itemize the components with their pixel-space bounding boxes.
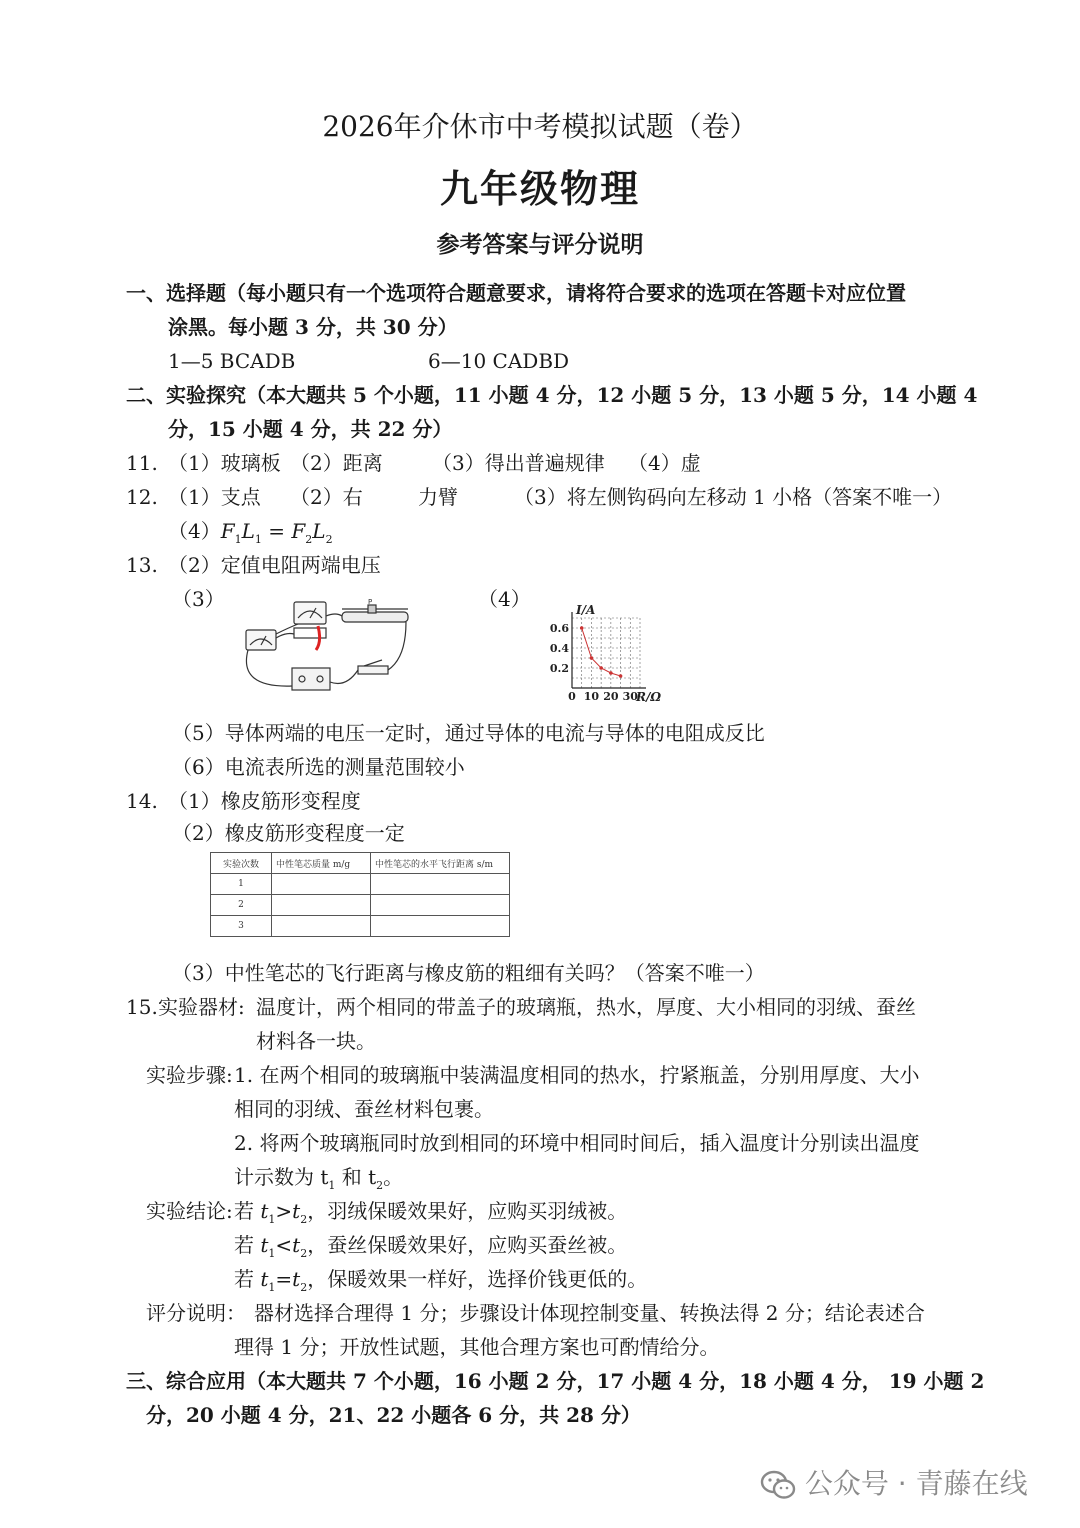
subscript: 1 (268, 1281, 276, 1294)
formula-f2: F (291, 519, 306, 543)
table-cell (272, 874, 371, 895)
q12-answer-3: （3）将左侧钩码向左移动 1 小格（答案不唯一） (514, 485, 953, 509)
power-supply (292, 668, 330, 690)
mc-answers-6-10: 6—10 CADBD (428, 349, 570, 373)
table-row (211, 874, 510, 895)
table-header-row (211, 853, 510, 874)
formula-l2: L (312, 519, 326, 543)
mc-answers-1-5: 1—5 BCADB (168, 349, 296, 373)
wire (388, 622, 406, 670)
var-t: t (260, 1267, 269, 1291)
q13-number: 13. (126, 553, 158, 577)
q15-step1-line2: 相同的羽绒、蚕丝材料包裹。 (234, 1097, 494, 1121)
subscript: 1 (268, 1213, 276, 1226)
i-r-chart (540, 602, 680, 706)
table-cell (272, 916, 371, 937)
conclusion-text: ，保暖效果一样好，选择价钱更低的。 (307, 1267, 648, 1291)
q15-steps-label: 实验步骤: (146, 1063, 233, 1087)
formula-f1: F (220, 519, 235, 543)
table-cell: 1 (211, 874, 272, 895)
exam-title: 2026年介休市中考模拟试题（卷） (322, 110, 758, 143)
subscript: 2 (300, 1247, 308, 1260)
section2-heading-line2: 分，15 小题 4 分，共 22 分） (168, 417, 453, 441)
table-cell: 3 (211, 916, 272, 937)
q15-score-line2: 理得 1 分；开放性试题，其他合理方案也可酌情给分。 (234, 1335, 720, 1359)
q13-answer-3-label: （3） (172, 587, 225, 611)
operator: < (275, 1233, 293, 1257)
q14-answer-2: （2）橡皮筋形变程度一定 (172, 821, 405, 845)
section1-heading-line1: 一、选择题（每小题只有一个选项符合题意要求，请将符合要求的选项在答题卡对应位置 (126, 281, 906, 305)
record-table (210, 852, 510, 937)
formula-sub: 2 (325, 533, 333, 546)
table-cell (371, 916, 510, 937)
var-t: t (260, 1233, 269, 1257)
chart-x-ticks (568, 690, 638, 703)
q15-equip-label: 实验器材: (158, 995, 245, 1019)
q15-step2-line1: 2. 将两个玻璃瓶同时放到相同的环境中相同时间后，插入温度计分别读出温度 (234, 1131, 920, 1155)
subject-title: 九年级物理 (439, 166, 640, 211)
table-cell (371, 874, 510, 895)
conclusion-text: 若 (234, 1199, 261, 1223)
chart-y-label: I/A (576, 603, 596, 617)
q15-equip-line1: 温度计，两个相同的带盖子的玻璃瓶，热水，厚度、大小相同的羽绒、蚕丝 (256, 995, 916, 1019)
x-tick-label: 20 (603, 690, 619, 703)
chart-x-label: R/Ω (636, 690, 662, 704)
q13-answer-4-label: （4） (478, 587, 531, 611)
y-tick-label: 0.6 (549, 622, 569, 635)
wire (276, 634, 294, 639)
table-header-cell: 实验次数 (211, 853, 272, 874)
formula-sub: 2 (305, 533, 313, 546)
q11-number: 11. (126, 451, 158, 475)
data-point (580, 626, 584, 630)
formula-sub: 1 (254, 533, 262, 546)
watermark-text: 公众号 · 青藤在线 (804, 1467, 1028, 1500)
q11-answer-3: （3）得出普遍规律 (432, 451, 605, 475)
var-t: t (292, 1233, 301, 1257)
q12-answer-2b: 力臂 (418, 485, 458, 509)
table-cell (371, 895, 510, 916)
subscript: 2 (300, 1213, 308, 1226)
section3-heading-line1: 三、综合应用（本大题共 7 个小题，16 小题 2 分，17 小题 4 分，18 小题 4 分， 19 小题 2 (126, 1369, 985, 1393)
q14-number: 14. (126, 789, 158, 813)
data-point (599, 666, 603, 670)
conclusion-text: 若 (234, 1233, 261, 1257)
ammeter-body (246, 630, 276, 650)
table-header-cell: 中性笔芯质量 m/g (272, 853, 371, 874)
table-row (211, 916, 510, 937)
x-tick-label: 0 (568, 690, 576, 703)
switch-lever (364, 660, 382, 666)
data-point (619, 674, 623, 678)
y-tick-label: 0.2 (549, 662, 569, 675)
reference-title: 参考答案与评分说明 (436, 231, 644, 258)
data-point (609, 671, 613, 675)
section3-heading-line2: 分，20 小题 4 分，21、22 小题各 6 分，共 28 分） (146, 1403, 641, 1427)
wire (246, 650, 292, 686)
step2-text: 计示数为 t (234, 1165, 329, 1189)
conclusion-text: ，蚕丝保暖效果好，应购买蚕丝被。 (307, 1233, 628, 1257)
x-tick-label: 30 (622, 690, 638, 703)
circuit-diagram (236, 598, 416, 702)
wire (330, 670, 358, 684)
q12-a4-label: （4） (168, 519, 221, 543)
resistor-board (294, 628, 326, 638)
q13-answer-6: （6）电流表所选的测量范围较小 (172, 755, 465, 779)
circuit-label-p: P (368, 598, 373, 606)
section1-heading-line2: 涂黑。每小题 3 分，共 30 分） (168, 315, 458, 339)
q11-answer-2: （2）距离 (290, 451, 383, 475)
q11-answer-1: （1）玻璃板 (168, 451, 281, 475)
formula-sub: 1 (234, 533, 242, 546)
x-tick-label: 10 (583, 690, 600, 703)
q13-answer-5: （5）导体两端的电压一定时，通过导体的电流与导体的电阻成反比 (172, 721, 765, 745)
chart-y-ticks (550, 622, 569, 675)
q12-answer-1: （1）支点 (168, 485, 261, 509)
conclusion-text: ，羽绒保暖效果好，应购买羽绒被。 (307, 1199, 628, 1223)
step2-text: 。 (383, 1165, 404, 1189)
subscript: 2 (300, 1281, 308, 1294)
q15-number: 15. (126, 995, 158, 1019)
q15-step1-line1: 1. 在两个相同的玻璃瓶中装满温度相同的热水，拧紧瓶盖，分别用厚度、大小 (234, 1063, 920, 1087)
var-t: t (292, 1267, 301, 1291)
voltmeter-body (294, 602, 326, 624)
formula-equals: = (261, 519, 292, 543)
q15-equip-line2: 材料各一块。 (256, 1029, 376, 1053)
conclusion-text: 若 (234, 1267, 261, 1291)
formula-l1: L (241, 519, 255, 543)
watermark (760, 1462, 1028, 1502)
q15-score-line1: 器材选择合理得 1 分；步骤设计体现控制变量、转换法得 2 分；结论表述合 (254, 1301, 925, 1325)
q13-answer-2: （2）定值电阻两端电压 (168, 553, 381, 577)
table-cell (272, 895, 371, 916)
q11-answer-4: （4）虚 (628, 451, 701, 475)
subscript: 1 (328, 1179, 336, 1192)
q15-score-label: 评分说明： (146, 1301, 246, 1325)
wechat-icon (760, 1470, 796, 1500)
rheostat-slider (368, 605, 376, 613)
q12-answer-2: （2）右 (290, 485, 363, 509)
data-point (590, 656, 594, 660)
table-cell: 2 (211, 895, 272, 916)
table-row (211, 895, 510, 916)
operator: > (275, 1199, 293, 1223)
q12-number: 12. (126, 485, 158, 509)
table-header-cell: 中性笔芯的水平飞行距离 s/m (371, 853, 510, 874)
y-tick-label: 0.4 (549, 642, 569, 655)
subscript: 2 (376, 1179, 384, 1192)
q14-answer-3: （3）中性笔芯的飞行距离与橡皮筋的粗细有关吗？（答案不唯一） (172, 961, 765, 985)
q15-conclusion-label: 实验结论: (146, 1199, 233, 1223)
subscript: 1 (268, 1247, 276, 1260)
section2-heading-line1: 二、实验探究（本大题共 5 个小题，11 小题 4 分，12 小题 5 分，13 小题 5 分，14 小题 4 (126, 383, 978, 407)
var-t: t (292, 1199, 301, 1223)
step2-text: 和 t (335, 1165, 377, 1189)
wire (326, 614, 342, 616)
var-t: t (260, 1199, 269, 1223)
operator: = (275, 1267, 293, 1291)
q14-answer-1: （1）橡皮筋形变程度 (168, 789, 361, 813)
switch-base (358, 666, 388, 674)
